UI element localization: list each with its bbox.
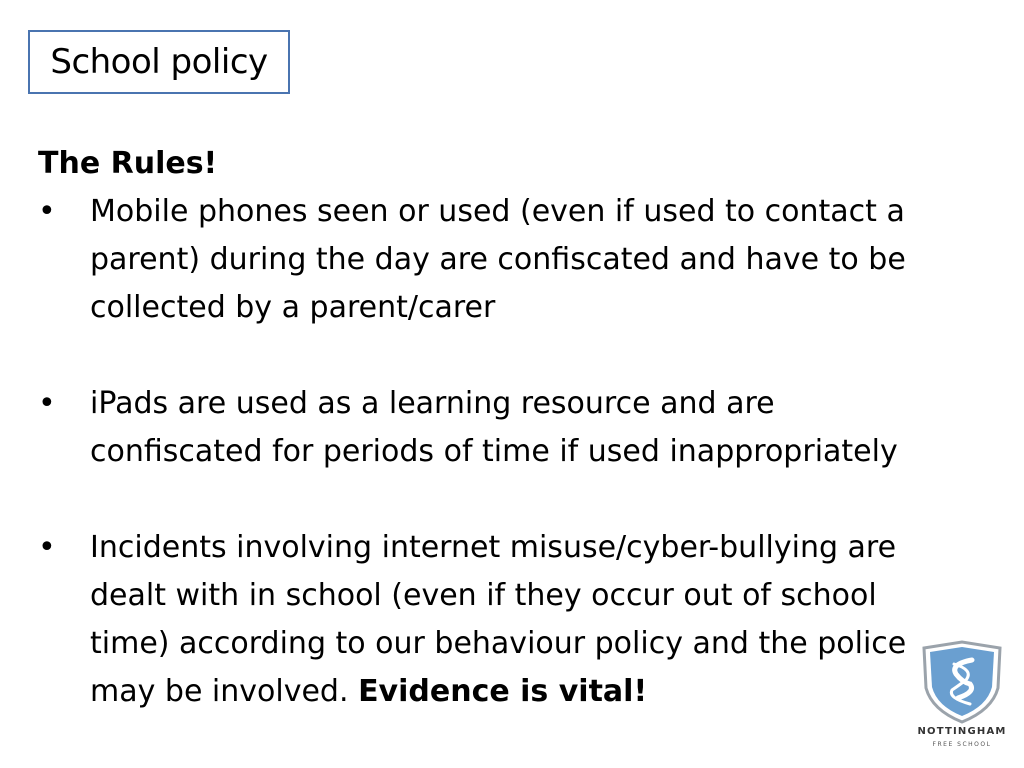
bullet-icon: •	[38, 386, 56, 421]
rules-heading: The Rules!	[38, 146, 218, 181]
bullet-text: Incidents involving internet misuse/cyber-bullying are dealt with in school (even if they occur out of school time) according to our behaviour policy and the police may be involved.	[90, 530, 907, 709]
bullet-icon: •	[38, 194, 56, 229]
bullet-emphasis: Evidence is vital!	[358, 674, 648, 709]
slide-content	[38, 140, 918, 716]
bullet-item-incidents	[38, 524, 918, 716]
bullet-item-phones	[38, 188, 918, 332]
bullet-text: Mobile phones seen or used (even if used to contact a parent) during the day are confiscated and have to be collected by a parent/carer	[90, 194, 906, 325]
school-logo	[912, 640, 1012, 760]
logo-subtitle: FREE SCHOOL	[932, 741, 992, 748]
logo-name: NOTTINGHAM	[917, 726, 1007, 737]
slide-title: School policy	[50, 42, 268, 82]
shield-icon	[912, 640, 1012, 724]
slide-title-box	[28, 30, 290, 94]
bullet-item-ipads	[38, 380, 918, 476]
bullet-text: iPads are used as a learning resource and are confiscated for periods of time if used inappropriately	[90, 386, 898, 469]
bullet-icon: •	[38, 530, 56, 565]
